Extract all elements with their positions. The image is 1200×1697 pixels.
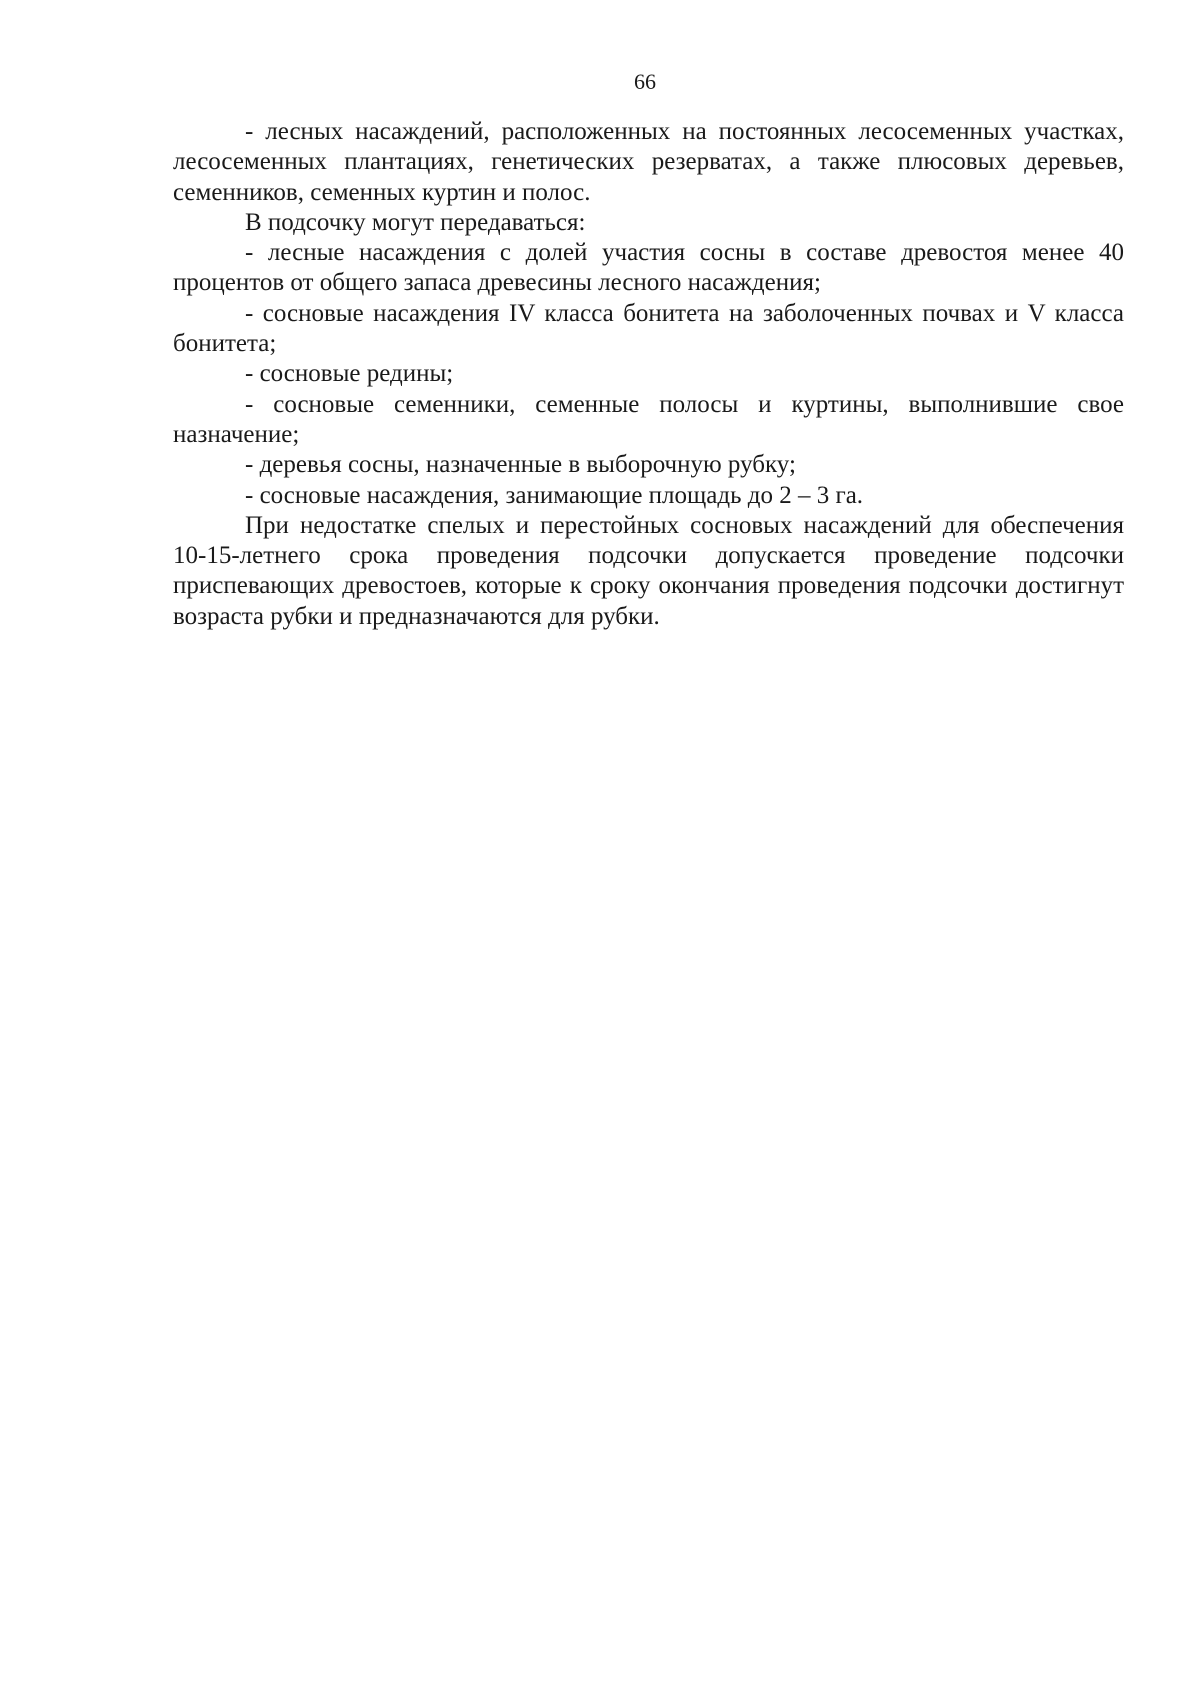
paragraph-premature-stands-tapping: При недостатке спелых и перестойных сосновых насаждений для обеспечения 10-15-летнего срока проведения подсочки допускается проведение подсочки приспевающих древостоев, которые к сроку окончания проведения подсочки достигнут возраста рубки и предназначаются для рубки. bbox=[173, 511, 1124, 630]
document-body bbox=[173, 117, 1124, 632]
paragraph-seed-trees-completed: - сосновые семенники, семенные полосы и куртины, выполнившие свое назначение; bbox=[173, 390, 1124, 448]
paragraph-site-class-iv-v: - сосновые насаждения IV класса бонитета на заболоченных почвах и V класса бонитета; bbox=[173, 299, 1124, 358]
paragraph-sparse-pine-stands: - сосновые редины; bbox=[245, 360, 454, 388]
paragraph-small-area-stands: - сосновые насаждения, занимающие площадь до 2 – 3 га. bbox=[245, 481, 864, 509]
paragraph-selective-felling-trees: - деревья сосны, назначенные в выборочную рубку; bbox=[245, 451, 796, 479]
paragraph-pine-share-below-40: - лесные насаждения с долей участия сосны в составе древостоя менее 40 процентов от общего запаса древесины лесного насаждения; bbox=[173, 239, 1124, 297]
paragraph-tapping-transfer-intro: В подсочку могут передаваться: bbox=[245, 208, 586, 236]
page-number: 66 bbox=[634, 69, 656, 94]
paragraph-forest-stands-seed-areas: - лесных насаждений, расположенных на постоянных лесосеменных участках, лесосеменных плантациях, генетических резерватах, а также плюсовых деревьев, семенников, семенных куртин и полос. bbox=[173, 118, 1124, 206]
